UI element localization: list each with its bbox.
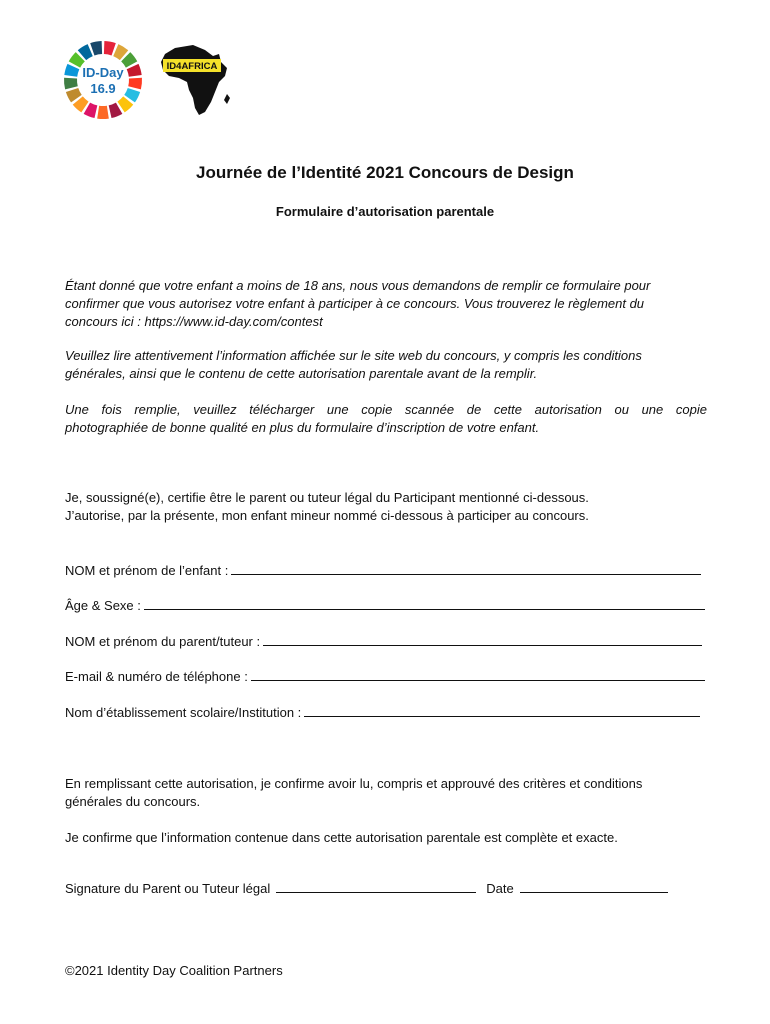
intro-paragraph-3 [65,401,707,437]
signature-row [65,880,668,896]
contact-field [65,668,705,684]
intro-p3-line1: Une fois remplie, veuillez télécharger une copie scannée de cette autorisation ou une copie [65,402,707,417]
signature-input-line[interactable] [276,880,476,893]
confirmation-paragraph-1 [65,775,707,811]
sdg-ring-segment [90,41,102,55]
declaration-line1: Je, soussigné(e), certifie être le parent ou tuteur légal du Participant mentionné ci-dessous. [65,490,589,505]
confirmation-p1-line2: générales du concours. [65,794,201,809]
age-sex-input-line[interactable] [144,597,705,610]
page-title: Journée de l’Identité 2021 Concours de Design [196,163,574,182]
intro-p1-line2: confirmer que vous autorisez votre enfant à participer à ce concours. Vous trouverez le règlement du [65,296,645,311]
signature-label: Signature du Parent ou Tuteur légal [65,881,271,896]
school-label: Nom d’établissement scolaire/Institution : [65,705,302,720]
child-name-input-line[interactable] [231,562,701,575]
intro-p1-line3: concours ici : https://www.id-day.com/contest [65,314,323,329]
sdg-logo-text-2: 16.9 [90,81,116,96]
intro-p3-line2: photographiée de bonne qualité en plus du formulaire d’inscription de votre enfant. [65,420,540,435]
id4africa-logo [153,42,233,118]
sdg-ring-segment [97,106,109,119]
contact-input-line[interactable] [251,668,705,681]
parent-name-field [65,633,702,649]
parent-name-label: NOM et prénom du parent/tuteur : [65,634,261,649]
sdg-logo-text-1: ID-Day [82,65,124,80]
child-name-label: NOM et prénom de l’enfant : [65,563,229,578]
intro-p2-line2: générales, ainsi que le contenu de cette autorisation parentale avant de la remplir. [65,366,538,381]
confirmation-paragraph-2 [65,829,707,847]
child-name-field [65,562,701,578]
intro-p1-line1: Étant donné que votre enfant a moins de 18 ans, nous vous demandons de remplir ce formulaire pour [65,278,651,293]
date-label: Date [486,881,514,896]
sdg-ring-segment [128,78,142,90]
id-day-sdg-logo [63,40,143,120]
age-sex-field [65,597,705,613]
intro-paragraph-1 [65,277,707,331]
declaration-paragraph [65,489,707,525]
id4africa-logo-text: ID4AFRICA [166,61,218,72]
confirmation-p2: Je confirme que l’information contenue dans cette autorisation parentale est complète et exacte. [65,830,618,845]
contact-label: E-mail & numéro de téléphone : [65,669,248,684]
page-subtitle: Formulaire d’autorisation parentale [275,204,495,219]
footer-copyright: ©2021 Identity Day Coalition Partners [65,963,283,978]
date-input-line[interactable] [520,880,668,893]
sdg-ring-segment [104,41,116,55]
age-sex-label: Âge & Sexe : [65,598,141,613]
parent-name-input-line[interactable] [263,633,702,646]
school-field [65,704,700,720]
sdg-ring-segment [64,78,78,90]
confirmation-p1-line1: En remplissant cette autorisation, je confirme avoir lu, compris et approuvé des critères et conditions [65,776,643,791]
intro-p2-line1: Veuillez lire attentivement l’information affichée sur le site web du concours, y compris les conditions [65,348,642,363]
declaration-line2: J’autorise, par la présente, mon enfant mineur nommé ci-dessous à participer au concours. [65,508,589,523]
school-input-line[interactable] [304,704,700,717]
intro-paragraph-2 [65,347,707,383]
